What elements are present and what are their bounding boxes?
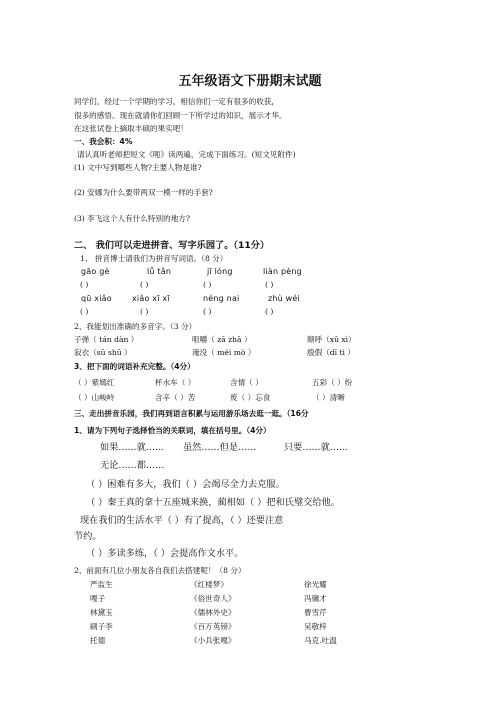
match-author: 冯骥才: [304, 594, 327, 603]
section1-question-1: (1) 文中写到哪些人物?主要人物是谁?: [74, 163, 202, 172]
pinyin-1: gāo gè: [81, 267, 110, 276]
fill-sentence-3-cont: 节约。: [74, 531, 102, 542]
polyphone-item: 寂衣（sū shū ）: [74, 348, 132, 357]
fill-sentence-3: 现在我们的生活水平（ ）有了提高，（ ）还要注意: [80, 515, 284, 526]
polyphone-item: 顺呼（xū xì）: [307, 335, 356, 344]
match-book: 《俗世奇人》: [190, 594, 236, 603]
section3-heading: 3、把下面的词语补充完整。（4分）: [74, 362, 195, 371]
section2-heading: 二、 我们可以走进拼音、写字乐园了。（11分）: [74, 240, 270, 251]
section2-sub2: 2、我能划出准确的多音字。（3 分）: [74, 322, 197, 331]
pinyin-4: liàn pèng: [263, 267, 302, 276]
match-character: 托德: [90, 636, 106, 645]
section2-sub1: 1、 拼音博士请我们为拼音写词语。（8 分）: [80, 254, 228, 263]
match-book: 《儒林外史》: [190, 608, 236, 617]
answer-blank[interactable]: ( ): [203, 307, 212, 316]
answer-blank[interactable]: ( ): [140, 280, 149, 289]
answer-blank[interactable]: ( ): [80, 307, 89, 316]
section1-heading: 一、我会积：4%: [74, 137, 133, 146]
section1-question-2: (2) 安娜为什么要带两双一模一样的手套?: [74, 188, 213, 197]
match-book: 《百万英镑》: [190, 622, 236, 631]
fill-sentence-2: （ ）秦王真的拿十五座城来换，蔺相如（ ）把和氏璧交给他。: [86, 497, 340, 508]
idiom-item: 五彩（ ）纷: [312, 378, 353, 387]
match-book: 《红楼梦》: [190, 580, 228, 589]
pinyin-3: jī lóng: [207, 267, 233, 276]
match-author: 徐光耀: [304, 580, 327, 589]
idiom-item: 废（ ）忘食: [230, 393, 271, 402]
section4-sub2: 2、前面有几位小朋友各自我们去搭建呢！（8 分）: [74, 566, 246, 575]
idiom-item: （ ）清晰: [312, 393, 345, 402]
idiom-item: 含辛（ ）苦: [155, 393, 196, 402]
idiom-item: （ ）紫嫣红: [74, 378, 115, 387]
intro-line-1: 同学们，经过一个学期的学习，相信你们一定有很多的收获，: [74, 97, 280, 106]
section1-question-3: (3) 李飞这个人有什么特别的地方?: [74, 214, 190, 223]
conjunction-option: 如果……就……: [100, 442, 165, 453]
match-character: 林黛玉: [90, 608, 113, 617]
idiom-item: 杯水车（ ）: [155, 378, 196, 387]
match-character: 严监生: [90, 580, 113, 589]
pinyin-2: lǚ tǎn: [147, 267, 172, 276]
intro-line-3: 在这张试卷上摘取丰硕的果实吧！: [74, 124, 188, 133]
pinyin-5: qū xiǎo: [81, 294, 112, 303]
page-title: 五年级语文下册期末试题: [178, 74, 322, 89]
conjunction-option: 只要……就……: [284, 442, 349, 453]
idiom-item: （ ）山峻岭: [74, 393, 115, 402]
polyphone-item: 淹没（ méi mò ）: [192, 348, 256, 357]
match-character: 刷子李: [90, 622, 113, 631]
conjunction-option: 虽然……但是……: [183, 442, 257, 453]
polyphone-item: 咀嚼（ zā zhā ）: [192, 335, 252, 344]
pinyin-8: zhù wéi: [268, 294, 300, 303]
polyphone-item: 子弹（ tán dàn ）: [74, 335, 139, 344]
match-author: 马克.吐温: [304, 636, 337, 645]
pinyin-6: xiǎo xī xī: [132, 294, 170, 303]
section4-heading: 三、走出拼音乐园，我们再到语言积累与运用游乐场去逛一逛。（16分: [74, 409, 309, 418]
answer-blank[interactable]: ( ): [203, 280, 212, 289]
polyphone-item: 殷假（dī tì ）: [307, 348, 355, 357]
match-author: 曹雪芹: [304, 608, 327, 617]
fill-sentence-1: （ ）困难有多大，我们（ ）会竭尽全力去克服。: [86, 479, 285, 490]
section1-instruction: 请认真听老师把短文《呃》读两遍，完成下面练习。(短文见附件): [77, 150, 296, 159]
match-author: 吴敬梓: [304, 622, 327, 631]
answer-blank[interactable]: ( ): [265, 280, 274, 289]
match-character: 嘎子: [90, 594, 106, 603]
idiom-item: 含情（ ）: [230, 378, 263, 387]
answer-blank[interactable]: ( ): [80, 280, 89, 289]
section4-sub1: 1、请为下列句子选择恰当的关联词，填在括号里。（4分）: [74, 426, 271, 435]
match-book: 《小兵张嘎》: [190, 636, 236, 645]
fill-sentence-4: （ ）多读多练，（ ）会提高作文水平。: [86, 548, 244, 559]
pinyin-7: néng nai: [203, 294, 240, 303]
conjunction-option: 无论……都……: [100, 460, 165, 471]
intro-line-2: 很多的感悟。现在就请你们回顾一下所学过的知识，展示才华。: [74, 111, 287, 120]
answer-blank[interactable]: ( ): [265, 307, 274, 316]
answer-blank[interactable]: ( ): [140, 307, 149, 316]
